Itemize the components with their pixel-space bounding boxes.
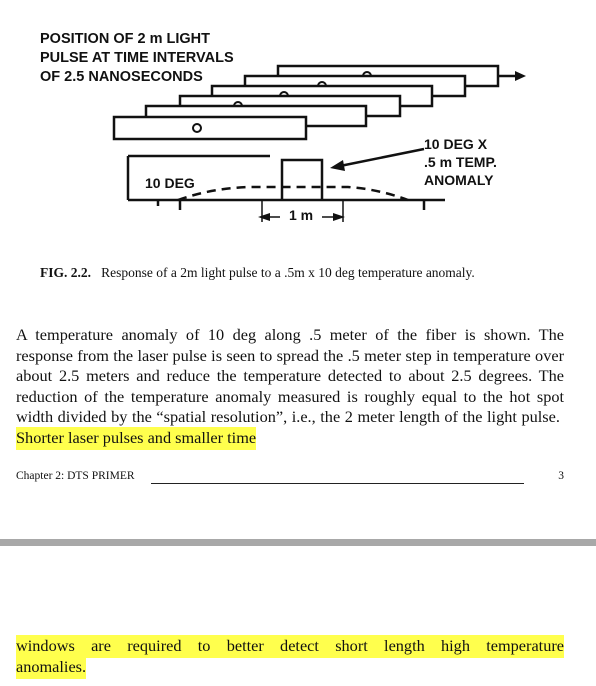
page-separator: [0, 539, 596, 546]
response-curve: [178, 187, 408, 200]
anomaly-pointer-head: [330, 160, 345, 171]
highlighted-text: Shorter laser pulses and smaller time: [16, 427, 256, 450]
figure-title: POSITION OF 2 m LIGHT PULSE AT TIME INTERVALS OF 2.5 NANOSECONDS: [40, 31, 234, 85]
pulse-box-0: [114, 117, 306, 139]
body-text: A temperature anomaly of 10 deg along .5 meter of the fiber is shown. The response from the laser pulse is seen to spread the .5 meter step in temperature over about 2.5 meters and reduce the temperature detected to about 2.5 degrees. The reduction of the temperature anomaly measured is roughly equal to the hot spot width divided by the “spatial resolution”, i.e., the 2 meter length of the light pulse.: [16, 325, 564, 426]
caption-text: Response of a 2m light pulse to a .5m x 10 deg temperature anomaly.: [101, 265, 475, 280]
direction-arrow-head: [515, 71, 526, 81]
figure-2-2: [0, 0, 596, 240]
page-footer: [16, 470, 564, 488]
anomaly-pointer-line: [340, 149, 424, 166]
body-paragraph: [16, 325, 564, 448]
footer-rule: [151, 483, 524, 484]
caption-label: FIG. 2.2.: [40, 265, 92, 280]
continued-paragraph: [16, 636, 564, 677]
continued-line-1: windows are required to better detect short length high temperature: [16, 635, 564, 658]
step-label: 10 DEG: [145, 175, 195, 191]
page-number: 3: [558, 470, 564, 482]
width-label: 1 m: [289, 207, 314, 223]
footer-chapter: Chapter 2: DTS PRIMER: [16, 470, 135, 482]
continued-line-2: anomalies.: [16, 656, 86, 679]
anomaly-label: 10 DEG X .5 m TEMP. ANOMALY: [424, 136, 497, 188]
figure-caption: [40, 265, 475, 281]
